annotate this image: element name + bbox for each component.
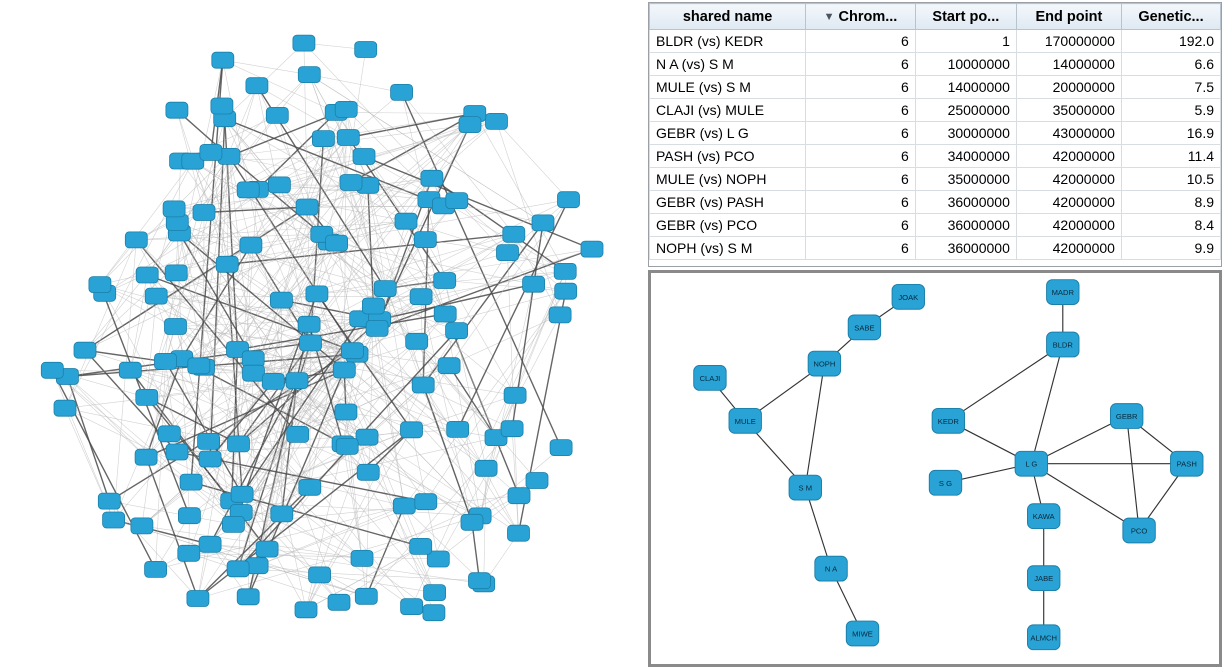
main-node[interactable] (271, 506, 293, 522)
filter-icon[interactable]: ▼ (823, 10, 835, 23)
main-node[interactable] (391, 84, 413, 100)
main-node[interactable] (199, 536, 221, 552)
sub-node-label: KAWA (1032, 512, 1055, 522)
column-header-label: Chrom... (838, 8, 898, 25)
sub-node[interactable] (892, 284, 924, 309)
cell-value: 25000000 (915, 99, 1016, 122)
main-node[interactable] (415, 494, 437, 510)
main-node[interactable] (178, 508, 200, 524)
main-node[interactable] (312, 131, 334, 147)
cell-shared-name: NOPH (vs) S M (650, 237, 806, 260)
table-row[interactable] (650, 30, 1221, 53)
cell-value: 170000000 (1016, 30, 1121, 53)
main-node[interactable] (165, 319, 187, 335)
sub-node[interactable] (815, 556, 847, 581)
main-node[interactable] (166, 444, 188, 460)
main-node[interactable] (469, 573, 491, 589)
cell-value: 6 (806, 99, 916, 122)
sub-edges (710, 292, 1187, 637)
cell-value: 6 (806, 168, 916, 191)
table-row[interactable] (650, 122, 1221, 145)
main-edge[interactable] (480, 448, 561, 516)
cell-shared-name: MULE (vs) NOPH (650, 168, 806, 191)
sub-node-label: PCO (1130, 526, 1148, 536)
main-node[interactable] (180, 474, 202, 490)
cell-value: 30000000 (915, 122, 1016, 145)
main-node[interactable] (145, 288, 167, 304)
cell-value: 1 (915, 30, 1016, 53)
main-node[interactable] (306, 286, 328, 302)
table-row[interactable] (650, 99, 1221, 122)
cell-value: 35000000 (1016, 99, 1121, 122)
cell-value: 192.0 (1121, 30, 1220, 53)
sub-node-label: JOAK (898, 292, 919, 302)
main-node[interactable] (125, 232, 147, 248)
main-node[interactable] (395, 213, 417, 229)
cell-value: 11.4 (1121, 145, 1220, 168)
cell-value: 8.9 (1121, 191, 1220, 214)
main-edge[interactable] (364, 157, 565, 272)
main-node[interactable] (293, 35, 315, 51)
main-node[interactable] (374, 281, 396, 297)
cell-value: 6 (806, 122, 916, 145)
main-node[interactable] (211, 98, 233, 114)
cell-value: 16.9 (1121, 122, 1220, 145)
main-node[interactable] (131, 518, 153, 534)
main-node[interactable] (246, 78, 268, 94)
main-node[interactable] (497, 245, 519, 261)
main-node[interactable] (393, 498, 415, 514)
main-node[interactable] (298, 316, 320, 332)
main-node[interactable] (270, 292, 292, 308)
cell-value: 8.4 (1121, 214, 1220, 237)
cell-value: 6 (806, 53, 916, 76)
main-node[interactable] (357, 464, 379, 480)
cell-value: 14000000 (915, 76, 1016, 99)
main-node[interactable] (554, 263, 576, 279)
sub-node-label: ALMCH (1030, 633, 1058, 643)
main-node[interactable] (340, 175, 362, 191)
main-node[interactable] (434, 273, 456, 289)
column-header-label: Genetic... (1138, 8, 1204, 25)
cell-value: 6 (806, 191, 916, 214)
main-node[interactable] (300, 335, 322, 351)
main-node[interactable] (74, 342, 96, 358)
main-edge[interactable] (337, 50, 366, 244)
cell-shared-name: GEBR (vs) PASH (650, 191, 806, 214)
data-table (649, 3, 1221, 260)
main-node[interactable] (41, 362, 63, 378)
main-node[interactable] (328, 594, 350, 610)
main-node[interactable] (243, 365, 265, 381)
main-node[interactable] (550, 440, 572, 456)
main-edge[interactable] (223, 60, 309, 74)
main-node[interactable] (333, 362, 355, 378)
main-node[interactable] (298, 67, 320, 83)
main-node[interactable] (401, 599, 423, 615)
main-node[interactable] (227, 561, 249, 577)
column-header-label: shared name (682, 8, 773, 25)
main-edge[interactable] (238, 569, 479, 581)
main-node[interactable] (228, 436, 250, 452)
cell-value: 36000000 (915, 214, 1016, 237)
cell-value: 10000000 (915, 53, 1016, 76)
main-node[interactable] (187, 591, 209, 607)
sub-node[interactable] (1110, 404, 1142, 429)
column-header-label: End point (1035, 8, 1103, 25)
sub-node[interactable] (848, 315, 880, 340)
main-node[interactable] (475, 460, 497, 476)
main-node[interactable] (336, 438, 358, 454)
main-edge[interactable] (248, 190, 406, 221)
main-node[interactable] (165, 265, 187, 281)
cell-shared-name: MULE (vs) S M (650, 76, 806, 99)
main-node[interactable] (178, 545, 200, 561)
main-node[interactable] (353, 149, 375, 165)
main-node[interactable] (434, 306, 456, 322)
main-node[interactable] (136, 267, 158, 283)
table-row[interactable] (650, 237, 1221, 260)
sub-node[interactable] (1028, 625, 1060, 650)
main-edge[interactable] (348, 114, 475, 138)
main-node[interactable] (295, 602, 317, 618)
sub-node[interactable] (1028, 566, 1060, 591)
main-node[interactable] (163, 201, 185, 217)
cell-value: 36000000 (915, 191, 1016, 214)
main-node[interactable] (256, 541, 278, 557)
main-node[interactable] (299, 479, 321, 495)
main-edge[interactable] (130, 275, 147, 370)
cell-value: 7.5 (1121, 76, 1220, 99)
cell-value: 9.9 (1121, 237, 1220, 260)
cell-shared-name: GEBR (vs) L G (650, 122, 806, 145)
column-header-label: Start po... (932, 8, 1000, 25)
main-node[interactable] (414, 232, 436, 248)
main-node[interactable] (504, 387, 526, 403)
cell-shared-name: GEBR (vs) PCO (650, 214, 806, 237)
main-node[interactable] (119, 362, 141, 378)
sub-edge[interactable] (805, 364, 824, 488)
table-row[interactable] (650, 191, 1221, 214)
main-node[interactable] (89, 277, 111, 293)
main-node[interactable] (526, 473, 548, 489)
main-node[interactable] (459, 117, 481, 133)
cell-value: 20000000 (1016, 76, 1121, 99)
main-node[interactable] (287, 426, 309, 442)
cell-value: 42000000 (1016, 191, 1121, 214)
main-node[interactable] (355, 42, 377, 58)
main-node[interactable] (242, 351, 264, 367)
main-node[interactable] (326, 235, 348, 251)
main-node[interactable] (401, 422, 423, 438)
table-row[interactable] (650, 76, 1221, 99)
main-node[interactable] (103, 512, 125, 528)
sub-node-label: GEBR (1115, 412, 1138, 422)
sub-node-label: NOPH (813, 359, 836, 369)
main-node[interactable] (341, 343, 363, 359)
sub-node-label: N A (824, 564, 838, 574)
main-node[interactable] (188, 358, 210, 374)
cell-shared-name: PASH (vs) PCO (650, 145, 806, 168)
main-node[interactable] (237, 182, 259, 198)
main-edge[interactable] (497, 121, 569, 199)
main-node[interactable] (136, 389, 158, 405)
main-node[interactable] (412, 377, 434, 393)
sub-node-label: CLAJI (699, 373, 721, 383)
sub-node-label: BLDR (1052, 340, 1073, 350)
sub-node[interactable] (929, 470, 961, 495)
main-edge[interactable] (425, 240, 507, 253)
main-node[interactable] (54, 400, 76, 416)
main-node[interactable] (335, 404, 357, 420)
main-node[interactable] (366, 320, 388, 336)
main-node[interactable] (309, 567, 331, 583)
main-edge[interactable] (105, 125, 470, 294)
table-row[interactable] (650, 214, 1221, 237)
sub-node[interactable] (1123, 518, 1155, 543)
main-node[interactable] (424, 585, 446, 601)
main-node[interactable] (532, 215, 554, 231)
cell-value: 34000000 (915, 145, 1016, 168)
cell-value: 6 (806, 237, 916, 260)
sub-node[interactable] (846, 621, 878, 646)
sub-node-label: MIWE (852, 629, 873, 639)
table-row[interactable] (650, 168, 1221, 191)
cell-value: 42000000 (1016, 168, 1121, 191)
main-node[interactable] (98, 493, 120, 509)
main-node[interactable] (193, 205, 215, 221)
main-node[interactable] (362, 298, 384, 314)
sub-node-label: L G (1025, 459, 1038, 469)
main-edge[interactable] (109, 501, 233, 524)
sub-node[interactable] (1047, 280, 1079, 305)
sub-node[interactable] (932, 408, 964, 433)
main-node[interactable] (266, 107, 288, 123)
cell-value: 6 (806, 145, 916, 168)
cell-value: 6 (806, 76, 916, 99)
cell-shared-name: CLAJI (vs) MULE (650, 99, 806, 122)
main-node[interactable] (337, 130, 359, 146)
cell-shared-name: BLDR (vs) KEDR (650, 30, 806, 53)
main-edge[interactable] (147, 156, 229, 275)
main-node[interactable] (438, 358, 460, 374)
main-node[interactable] (335, 101, 357, 117)
sub-node[interactable] (1028, 504, 1060, 529)
cell-value: 6 (806, 214, 916, 237)
main-edge[interactable] (204, 213, 205, 368)
table-body (650, 30, 1221, 260)
sub-nodes (694, 280, 1203, 650)
main-node[interactable] (447, 421, 469, 437)
main-node[interactable] (296, 199, 318, 215)
main-node[interactable] (158, 426, 180, 442)
edge-attribute-table[interactable] (648, 2, 1222, 267)
main-node[interactable] (508, 525, 530, 541)
main-edge[interactable] (136, 234, 321, 240)
cell-shared-name: N A (vs) S M (650, 53, 806, 76)
main-node[interactable] (268, 177, 290, 193)
main-node[interactable] (135, 449, 157, 465)
cell-value: 42000000 (1016, 214, 1121, 237)
column-header-genetic[interactable] (1121, 4, 1220, 30)
main-node[interactable] (166, 102, 188, 118)
sub-network-canvas[interactable] (651, 273, 1219, 664)
cell-value: 6.6 (1121, 53, 1220, 76)
sub-node[interactable] (1171, 451, 1203, 476)
cell-value: 6 (806, 30, 916, 53)
main-node[interactable] (410, 289, 432, 305)
sub-node-label: MULE (734, 416, 756, 426)
sub-edge[interactable] (1127, 416, 1139, 530)
main-edge[interactable] (114, 240, 137, 520)
main-node[interactable] (355, 588, 377, 604)
main-node[interactable] (222, 516, 244, 532)
main-node[interactable] (216, 256, 238, 272)
column-header-chromosome[interactable] (806, 4, 916, 30)
cell-value: 43000000 (1016, 122, 1121, 145)
sub-node-label: KEDR (937, 416, 959, 426)
sub-node[interactable] (789, 475, 821, 500)
table-header-row (650, 4, 1221, 30)
sub-node[interactable] (729, 408, 761, 433)
main-node[interactable] (212, 52, 234, 68)
column-header-start-point[interactable] (915, 4, 1016, 30)
table-row[interactable] (650, 145, 1221, 168)
sub-node[interactable] (1015, 451, 1047, 476)
sub-node-label: MADR (1051, 288, 1074, 298)
main-node[interactable] (198, 433, 220, 449)
main-node[interactable] (486, 113, 508, 129)
main-node[interactable] (155, 353, 177, 369)
cell-value: 42000000 (1016, 145, 1121, 168)
main-node[interactable] (231, 486, 253, 502)
main-node[interactable] (286, 373, 308, 389)
main-node[interactable] (200, 144, 222, 160)
cell-value: 14000000 (1016, 53, 1121, 76)
main-node[interactable] (410, 538, 432, 554)
main-node[interactable] (351, 550, 373, 566)
main-node[interactable] (199, 451, 221, 467)
main-node[interactable] (508, 488, 530, 504)
main-edge[interactable] (472, 522, 480, 580)
cell-value: 36000000 (915, 237, 1016, 260)
sub-node-label: SABE (854, 323, 875, 333)
column-header-shared-name[interactable] (650, 4, 806, 30)
cell-value: 10.5 (1121, 168, 1220, 191)
sub-node-label: PASH (1176, 459, 1197, 469)
sub-node[interactable] (694, 366, 726, 391)
main-node[interactable] (423, 605, 445, 621)
main-edge[interactable] (484, 468, 486, 584)
main-node[interactable] (237, 589, 259, 605)
main-node[interactable] (421, 170, 443, 186)
main-node[interactable] (549, 307, 571, 323)
main-node[interactable] (558, 192, 580, 208)
main-node[interactable] (145, 561, 167, 577)
main-node[interactable] (240, 237, 262, 253)
main-node[interactable] (446, 193, 468, 209)
main-node[interactable] (356, 429, 378, 445)
main-node[interactable] (461, 514, 483, 530)
column-header-end-point[interactable] (1016, 4, 1121, 30)
main-node[interactable] (581, 241, 603, 257)
sub-node-label: S M (798, 483, 813, 493)
main-node[interactable] (503, 226, 525, 242)
sub-node-label: JABE (1034, 574, 1054, 584)
main-node[interactable] (501, 421, 523, 437)
cell-value: 42000000 (1016, 237, 1121, 260)
sub-node[interactable] (1047, 332, 1079, 357)
cell-value: 5.9 (1121, 99, 1220, 122)
sub-network-graph[interactable] (648, 270, 1222, 667)
main-node[interactable] (406, 333, 428, 349)
sub-node[interactable] (808, 351, 840, 376)
main-edge[interactable] (147, 381, 273, 397)
table-row[interactable] (650, 53, 1221, 76)
cell-value: 35000000 (915, 168, 1016, 191)
main-node[interactable] (262, 373, 284, 389)
main-node[interactable] (523, 276, 545, 292)
sub-node-label: S G (938, 478, 953, 488)
main-node[interactable] (555, 283, 577, 299)
main-node[interactable] (446, 323, 468, 339)
